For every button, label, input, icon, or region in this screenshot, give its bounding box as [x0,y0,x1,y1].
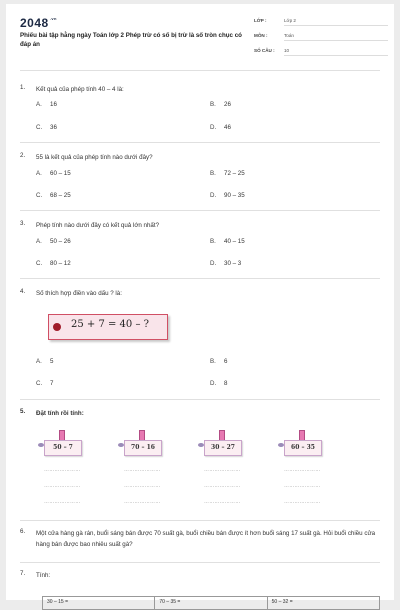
meta-label: MÔN : [254,33,268,38]
answer-line[interactable]: ………………… [284,483,321,489]
expression-text: 25 + 7 = 40 – ? [71,319,150,330]
answer-line[interactable]: ………………… [204,483,241,489]
option-b[interactable] [210,358,227,365]
slate-item [278,430,326,458]
option-value: 46 [224,124,231,131]
answer-line[interactable]: ………………… [44,467,81,473]
divider [20,142,380,143]
option-a[interactable] [36,358,53,365]
slate-expression: 60 – 35 [291,444,315,451]
option-value: 6 [224,358,228,365]
bullet-dot-icon [53,323,61,331]
answer-line[interactable]: ………………… [124,499,161,505]
option-letter: A. [36,170,42,177]
question-text: Kết quả của phép tính 40 – 4 là: [36,86,124,93]
option-b[interactable] [210,101,231,108]
answer-line[interactable]: ………………… [124,467,161,473]
slate-board [284,440,322,456]
option-value: 16 [50,101,57,108]
expression-card [48,314,168,340]
question-text: Đặt tính rồi tính: [36,410,84,417]
question-number: 6. [20,528,26,535]
question-number: 1. [20,84,26,91]
option-a[interactable] [36,170,71,177]
question-number: 7. [20,570,26,577]
option-letter: D. [210,260,217,267]
divider [20,399,380,400]
option-d[interactable] [210,380,227,387]
meta-value: 10 [284,48,388,56]
option-letter: D. [210,380,217,387]
table-cell[interactable]: 70 – 35 = [155,597,267,610]
slate-expression: 30 – 27 [211,444,235,451]
divider [20,210,380,211]
meta-value: Lớp 2 [284,18,388,26]
question-text: Phép tính nào dưới đây có kết quả lớn nhất? [36,222,160,229]
option-c[interactable] [36,380,53,387]
question-number: 2. [20,152,26,159]
divider [20,278,380,279]
meta-label: LỚP : [254,18,267,23]
slate-expression: 50 – 7 [53,444,73,451]
meta-value: Toán [284,33,388,41]
option-value: 50 – 26 [50,238,71,245]
logo-suffix: .vn [49,16,57,21]
question-text: Số thích hợp điền vào dấu ? là: [36,290,122,297]
option-letter: A. [36,101,42,108]
worksheet-header [6,4,394,68]
option-letter: C. [36,124,43,131]
slate-board [44,440,82,456]
option-letter: C. [36,260,43,267]
option-b[interactable] [210,170,245,177]
question-text: 55 là kết quả của phép tính nào dưới đây? [36,154,153,161]
option-b[interactable] [210,238,245,245]
option-letter: D. [210,192,217,199]
answer-line[interactable]: ………………… [204,499,241,505]
slate-expression: 70 – 16 [131,444,155,451]
answer-line[interactable]: ………………… [44,483,81,489]
option-letter: C. [36,192,43,199]
table-row [43,597,380,610]
answer-line[interactable]: ………………… [284,467,321,473]
logo [20,16,57,30]
option-c[interactable] [36,124,57,131]
worksheet-page [6,4,394,605]
option-value: 90 – 35 [224,192,245,199]
divider [20,520,380,521]
question-number: 3. [20,220,26,227]
divider [20,562,380,563]
option-letter: B. [210,101,216,108]
option-value: 5 [50,358,54,365]
option-c[interactable] [36,260,71,267]
answer-line[interactable]: ………………… [204,467,241,473]
option-letter: A. [36,358,42,365]
option-d[interactable] [210,124,231,131]
option-d[interactable] [210,192,245,199]
table-cell[interactable]: 50 – 32 = [267,597,379,610]
slate-item [38,430,86,458]
answer-line[interactable]: ………………… [44,499,81,505]
option-value: 36 [50,124,57,131]
divider [20,70,380,71]
option-value: 8 [224,380,228,387]
option-value: 72 – 25 [224,170,245,177]
option-letter: B. [210,358,216,365]
calc-table [42,596,380,610]
slate-item [118,430,166,458]
option-value: 68 – 25 [50,192,71,199]
option-c[interactable] [36,192,71,199]
answer-line[interactable]: ………………… [284,499,321,505]
slate-board [124,440,162,456]
answer-line[interactable]: ………………… [124,483,161,489]
question-number: 4. [20,288,26,295]
slate-board [204,440,242,456]
option-a[interactable] [36,101,57,108]
option-d[interactable] [210,260,241,267]
option-a[interactable] [36,238,71,245]
option-value: 30 – 3 [224,260,242,267]
option-letter: B. [210,170,216,177]
option-letter: B. [210,238,216,245]
option-letter: D. [210,124,217,131]
table-cell[interactable]: 30 – 15 = [43,597,155,610]
option-value: 60 – 15 [50,170,71,177]
slate-item [198,430,246,458]
option-value: 26 [224,101,231,108]
option-value: 7 [50,380,54,387]
question-text: Tính: [36,572,51,579]
option-value: 40 – 15 [224,238,245,245]
worksheet-title: Phiếu bài tập hằng ngày Toán lớp 2 Phép trừ có số bị trừ là số tròn chục có đáp án [20,32,242,48]
logo-text: 2048 [20,16,49,30]
option-letter: A. [36,238,42,245]
question-number: 5. [20,408,26,415]
meta-label: SỐ CÂU : [254,48,275,53]
option-letter: C. [36,380,43,387]
option-value: 80 – 12 [50,260,71,267]
question-text: Một cửa hàng gà rán, buổi sáng bán được 70 suất gà, buổi chiều bán được ít hơn buổi sáng 17 suất gà. Hỏi buổi chiều cửa hàng bán được bao nhiêu suất gà? [36,530,376,548]
